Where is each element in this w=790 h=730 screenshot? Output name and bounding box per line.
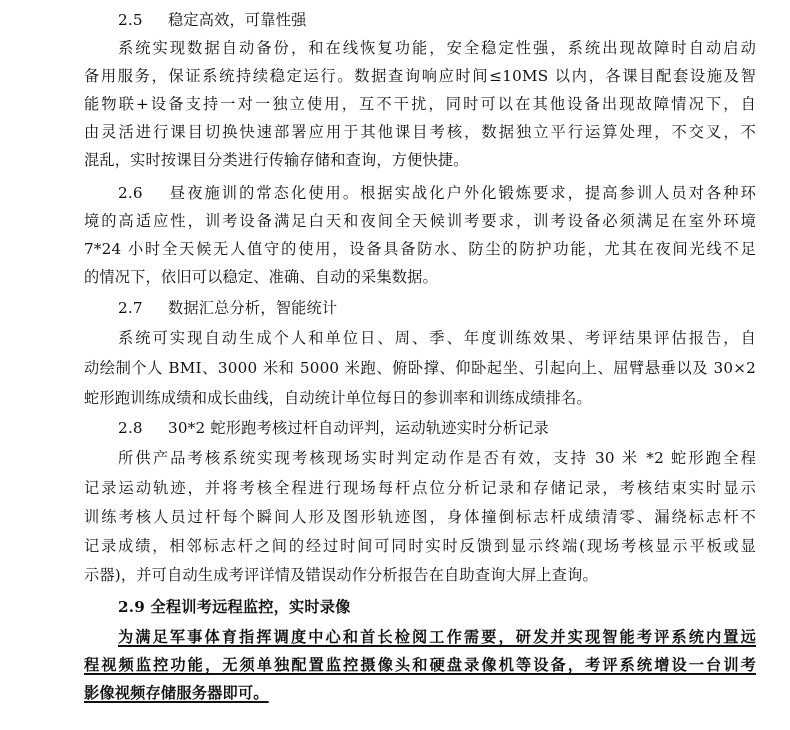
- section-heading-2-5: [118, 10, 756, 32]
- paragraph-line: 昼夜施训的常态化使用。根据实战化户外化锻炼要求，提高参训人员对各种环: [168, 184, 756, 202]
- paragraph-line: 混乱，实时按课目分类进行传输存储和查询，方便快捷。: [84, 151, 469, 169]
- paragraph-line: 程视频监控功能，无须单独配置监控摄像头和硬盘录像机等设备，考评系统增设一台训考: [84, 656, 756, 674]
- paragraph-line: 备用服务，保证系统持续稳定运行。数据查询响应时间≤10MS 以内，各课目配套设施及智: [84, 67, 756, 85]
- paragraph-line: 示器)，并可自动生成考评详情及错误动作分析报告在自助查询大屏上查询。: [84, 566, 598, 584]
- paragraph-line: 由灵活进行课目切换快速部署应用于其他课目考核，数据独立平行运算处理，不交叉，不: [84, 123, 756, 141]
- paragraph-line: 记录成绩，相邻标志杆之间的经过时间可同时实时反馈到显示终端(现场考核显示平板或显: [84, 537, 756, 555]
- section-number: 2.9: [118, 598, 146, 616]
- section-title: 数据汇总分析，智能统计: [168, 299, 338, 317]
- paragraph-line: 7*24 小时全天候无人值守的使用，设备具备防水、防尘的防护功能，尤其在夜间光线不足: [84, 240, 756, 258]
- paragraph-line: 记录运动轨迹，并将考核全程进行现场每杆点位分析记录和存储记录，考核结束实时显示: [84, 479, 756, 497]
- section-title: 30*2 蛇形跑考核过杆自动评判，运动轨迹实时分析记录: [168, 419, 549, 437]
- paragraph-line: 境的高适应性，训考设备满足白天和夜间全天候训考要求，训考设备必须满足在室外环境: [84, 212, 756, 230]
- paragraph-line: 为满足军事体育指挥调度中心和首长检阅工作需要，研发并实现智能考评系统内置远: [118, 628, 756, 646]
- section-heading-2-7: [118, 298, 756, 320]
- paragraph-line: 蛇形跑训练成绩和成长曲线，自动统计单位每日的参训率和训练成绩排名。: [84, 389, 592, 407]
- paragraph-line: 训练考核人员过杆每个瞬间人形及图形轨迹图，身体撞倒标志杆成绩清零、漏绕标志杆不: [84, 508, 756, 526]
- paragraph-line: 动绘制个人 BMI、3000 米和 5000 米跑、俯卧撑、仰卧起坐、引起向上、屈臂悬垂以及 30×2: [84, 359, 756, 377]
- section-number: 2.8: [118, 419, 143, 437]
- paragraph-line: 的情况下，依旧可以稳定、准确、自动的采集数据。: [84, 268, 438, 286]
- paragraph-line: 能物联+设备支持一对一独立使用，互不干扰，同时可以在其他设备出现故障情况下，自: [84, 95, 756, 113]
- paragraph-line: 影像视频存储服务器即可。: [84, 684, 269, 702]
- section-title: 稳定高效，可靠性强: [168, 11, 307, 29]
- section-number: 2.7: [118, 299, 143, 317]
- paragraph-line: 系统可实现自动生成个人和单位日、周、季、年度训练效果、考评结果评估报告，自: [118, 329, 756, 347]
- paragraph-line: 所供产品考核系统实现考核现场实时判定动作是否有效，支持 30 米 *2 蛇形跑全程: [118, 449, 756, 467]
- section-number: 2.6: [118, 184, 143, 202]
- section-title: 全程训考远程监控，实时录像: [150, 598, 351, 616]
- section-heading-2-6: [118, 183, 756, 205]
- section-heading-2-8: [118, 418, 756, 440]
- section-heading-2-9: [118, 597, 756, 619]
- paragraph-line: 系统实现数据自动备份，和在线恢复功能，安全稳定性强，系统出现故障时自动启动: [118, 39, 756, 57]
- section-number: 2.5: [118, 11, 143, 29]
